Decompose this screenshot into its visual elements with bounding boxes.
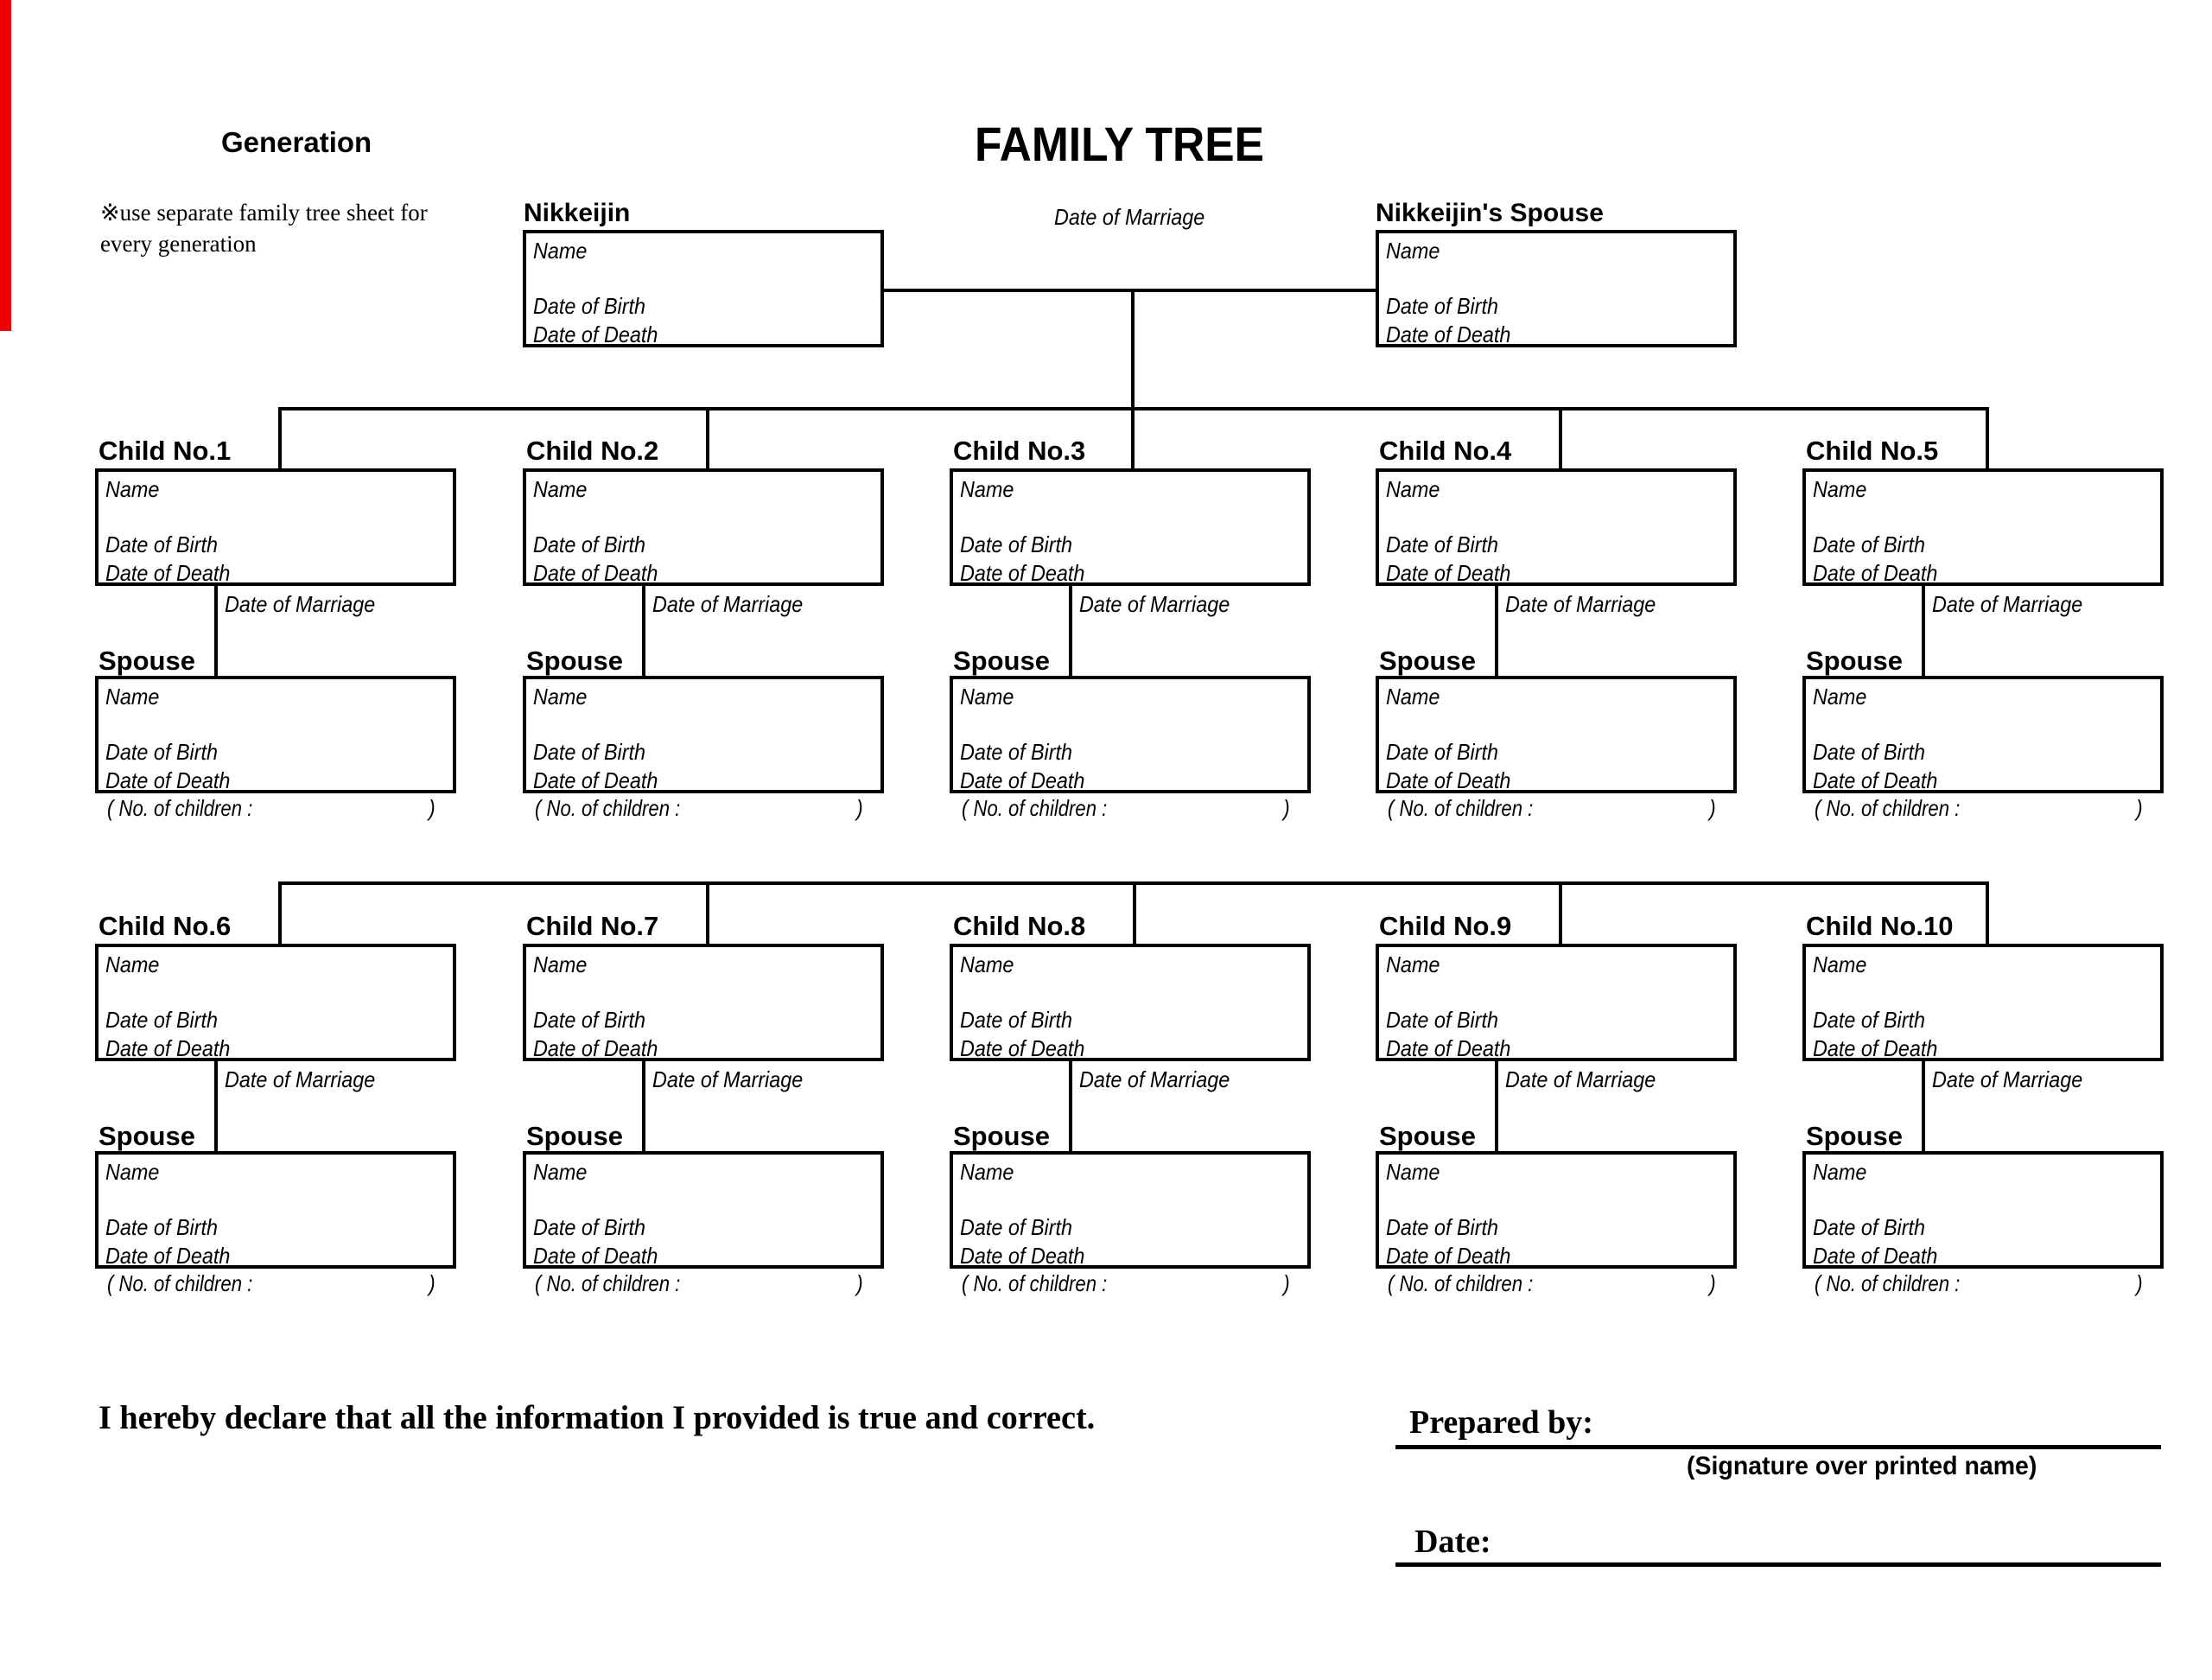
birth-field-label: Date of Birth xyxy=(1813,1214,1926,1240)
child-info-box xyxy=(1802,944,2164,1061)
child-label: Child No.3 xyxy=(953,436,1086,466)
generation-note xyxy=(100,197,428,259)
date-of-marriage-label: Date of Marriage xyxy=(652,1066,804,1092)
birth-field-label: Date of Birth xyxy=(1386,1007,1499,1033)
marriage-connector-line xyxy=(1495,1061,1498,1151)
children-count-open: ( No. of children : xyxy=(962,795,1108,821)
death-field-label: Date of Death xyxy=(533,321,658,347)
name-field-label: Name xyxy=(105,476,160,502)
name-field-label: Name xyxy=(1386,951,1440,977)
birth-field-label: Date of Birth xyxy=(533,739,646,765)
sibling-stub-line xyxy=(1133,881,1136,944)
name-field-label: Name xyxy=(1813,476,1867,502)
marriage-connector-line xyxy=(642,1061,645,1151)
children-count-close: ) xyxy=(2136,795,2143,821)
generation-note-line2: every generation xyxy=(100,231,257,257)
marriage-connector-line xyxy=(1069,1061,1072,1151)
prepared-by-label: Prepared by: xyxy=(1409,1404,1593,1441)
child-info-box xyxy=(950,944,1311,1061)
name-field-label: Name xyxy=(533,684,588,710)
birth-field-label: Date of Birth xyxy=(1386,1214,1499,1240)
death-field-label: Date of Death xyxy=(105,1035,231,1061)
date-of-marriage-label: Date of Marriage xyxy=(1505,1066,1656,1092)
death-field-label: Date of Death xyxy=(1386,1035,1511,1061)
spouse-label: Spouse xyxy=(1379,646,1476,676)
child-info-box xyxy=(95,944,456,1061)
sibling-stub-line xyxy=(1986,407,1989,468)
children-count-close: ) xyxy=(1709,1270,1716,1296)
marriage-connector-line xyxy=(1922,586,1925,676)
name-field-label: Name xyxy=(1813,684,1867,710)
children-count-open: ( No. of children : xyxy=(1388,795,1534,821)
child-cell xyxy=(95,436,456,831)
child-label: Child No.6 xyxy=(99,911,232,941)
name-field-label: Name xyxy=(105,1159,160,1185)
red-marker-bar xyxy=(0,0,11,331)
child-label: Child No.9 xyxy=(1379,911,1512,941)
children-count-close: ) xyxy=(1283,1270,1290,1296)
date-line xyxy=(1395,1562,2161,1567)
child-cell xyxy=(950,436,1311,831)
signature-line xyxy=(1395,1445,2161,1449)
parent-descent-line xyxy=(1131,289,1135,468)
spouse-label: Spouse xyxy=(526,646,623,676)
spouse-info-box xyxy=(523,1151,884,1269)
death-field-label: Date of Death xyxy=(533,1243,658,1269)
death-field-label: Date of Death xyxy=(960,1035,1085,1061)
death-field-label: Date of Death xyxy=(1813,1035,1938,1061)
birth-field-label: Date of Birth xyxy=(533,1214,646,1240)
sibling-stub-line xyxy=(1559,881,1562,944)
signature-note: (Signature over printed name) xyxy=(1687,1452,2037,1480)
children-count-note xyxy=(950,795,1311,822)
children-count-close: ) xyxy=(856,1270,863,1296)
date-of-marriage-label: Date of Marriage xyxy=(225,1066,376,1092)
death-field-label: Date of Death xyxy=(1386,560,1511,586)
birth-field-label: Date of Birth xyxy=(960,1007,1073,1033)
child-cell xyxy=(1802,436,2164,831)
birth-field-label: Date of Birth xyxy=(105,739,219,765)
children-count-open: ( No. of children : xyxy=(535,795,681,821)
children-count-open: ( No. of children : xyxy=(107,1270,253,1296)
name-field-label: Name xyxy=(1386,476,1440,502)
children-count-open: ( No. of children : xyxy=(1388,1270,1534,1296)
name-field-label: Name xyxy=(533,476,588,502)
death-field-label: Date of Death xyxy=(533,767,658,793)
name-field-label: Name xyxy=(1386,238,1440,264)
birth-field-label: Date of Birth xyxy=(1386,293,1499,319)
sibling-stub-line xyxy=(706,407,709,468)
parent-marriage-line xyxy=(884,289,1376,292)
children-count-close: ) xyxy=(2136,1270,2143,1296)
spouse-info-box xyxy=(1802,1151,2164,1269)
child-info-box xyxy=(950,468,1311,586)
marriage-connector-line xyxy=(1495,586,1498,676)
spouse-label: Spouse xyxy=(99,1121,195,1151)
child-cell xyxy=(950,911,1311,1307)
children-count-close: ) xyxy=(856,795,863,821)
name-field-label: Name xyxy=(105,684,160,710)
child-label: Child No.10 xyxy=(1806,911,1954,941)
sibling-stub-line xyxy=(706,881,709,944)
date-of-marriage-label: Date of Marriage xyxy=(1079,591,1230,617)
spouse-label: Spouse xyxy=(953,1121,1050,1151)
child-label: Child No.7 xyxy=(526,911,659,941)
generation-note-line1: ※use separate family tree sheet for xyxy=(100,200,428,226)
name-field-label: Name xyxy=(1813,1159,1867,1185)
child-cell xyxy=(523,436,884,831)
date-of-marriage-label: Date of Marriage xyxy=(1932,1066,2083,1092)
child-info-box xyxy=(523,944,884,1061)
nikkeijin-spouse-title: Nikkeijin's Spouse xyxy=(1376,199,1604,227)
spouse-info-box xyxy=(1376,676,1737,793)
spouse-info-box xyxy=(95,676,456,793)
nikkeijin-spouse-info-box xyxy=(1376,230,1737,347)
death-field-label: Date of Death xyxy=(1813,767,1938,793)
death-field-label: Date of Death xyxy=(105,1243,231,1269)
name-field-label: Name xyxy=(960,476,1014,502)
marriage-connector-line xyxy=(1922,1061,1925,1151)
nikkeijin-info-box xyxy=(523,230,884,347)
children-count-note xyxy=(1802,795,2164,822)
child-label: Child No.8 xyxy=(953,911,1086,941)
spouse-info-box xyxy=(1376,1151,1737,1269)
birth-field-label: Date of Birth xyxy=(960,739,1073,765)
death-field-label: Date of Death xyxy=(1813,1243,1938,1269)
death-field-label: Date of Death xyxy=(1386,1243,1511,1269)
spouse-info-box xyxy=(950,676,1311,793)
birth-field-label: Date of Birth xyxy=(105,1214,219,1240)
birth-field-label: Date of Birth xyxy=(1813,739,1926,765)
spouse-info-box xyxy=(1802,676,2164,793)
spouse-info-box xyxy=(950,1151,1311,1269)
children-count-close: ) xyxy=(429,1270,435,1296)
birth-field-label: Date of Birth xyxy=(533,293,646,319)
child-label: Child No.4 xyxy=(1379,436,1512,466)
declaration-text: I hereby declare that all the information I provided is true and correct. xyxy=(99,1399,1096,1436)
marriage-connector-line xyxy=(1069,586,1072,676)
birth-field-label: Date of Birth xyxy=(105,531,219,557)
children-count-open: ( No. of children : xyxy=(107,795,253,821)
child-info-box xyxy=(523,468,884,586)
children-count-open: ( No. of children : xyxy=(535,1270,681,1296)
date-of-marriage-label: Date of Marriage xyxy=(1505,591,1656,617)
date-of-marriage-label: Date of Marriage xyxy=(1932,591,2083,617)
death-field-label: Date of Death xyxy=(1386,321,1511,347)
marriage-connector-line xyxy=(642,586,645,676)
birth-field-label: Date of Birth xyxy=(1386,739,1499,765)
name-field-label: Name xyxy=(533,1159,588,1185)
birth-field-label: Date of Birth xyxy=(533,531,646,557)
spouse-label: Spouse xyxy=(953,646,1050,676)
spouse-label: Spouse xyxy=(526,1121,623,1151)
child-label: Child No.1 xyxy=(99,436,232,466)
child-info-box xyxy=(1376,468,1737,586)
child-label: Child No.2 xyxy=(526,436,659,466)
birth-field-label: Date of Birth xyxy=(533,1007,646,1033)
name-field-label: Name xyxy=(960,951,1014,977)
date-of-marriage-label: Date of Marriage xyxy=(1079,1066,1230,1092)
child-cell xyxy=(1376,911,1737,1307)
child-cell xyxy=(523,911,884,1307)
date-of-marriage-label: Date of Marriage xyxy=(652,591,804,617)
death-field-label: Date of Death xyxy=(1386,767,1511,793)
name-field-label: Name xyxy=(1386,684,1440,710)
date-of-marriage-label: Date of Marriage xyxy=(225,591,376,617)
page-title: FAMILY TREE xyxy=(975,117,1264,171)
spouse-label: Spouse xyxy=(99,646,195,676)
generation-label: Generation xyxy=(221,126,372,158)
name-field-label: Name xyxy=(533,951,588,977)
death-field-label: Date of Death xyxy=(105,767,231,793)
children-count-note xyxy=(95,795,456,822)
death-field-label: Date of Death xyxy=(105,560,231,586)
child-info-box xyxy=(1802,468,2164,586)
nikkeijin-title: Nikkeijin xyxy=(524,199,631,227)
birth-field-label: Date of Birth xyxy=(1813,531,1926,557)
spouse-label: Spouse xyxy=(1379,1121,1476,1151)
children-count-close: ) xyxy=(1709,795,1716,821)
marriage-connector-line xyxy=(214,1061,218,1151)
spouse-info-box xyxy=(95,1151,456,1269)
name-field-label: Name xyxy=(105,951,160,977)
children-count-open: ( No. of children : xyxy=(1815,795,1961,821)
birth-field-label: Date of Birth xyxy=(1386,531,1499,557)
birth-field-label: Date of Birth xyxy=(105,1007,219,1033)
children-count-note xyxy=(523,795,884,822)
sibling-stub-line xyxy=(278,881,282,944)
child-label: Child No.5 xyxy=(1806,436,1939,466)
sibling-stub-line xyxy=(1559,407,1562,468)
children-count-note xyxy=(1802,1270,2164,1297)
birth-field-label: Date of Birth xyxy=(960,1214,1073,1240)
sibling-stub-line xyxy=(278,407,282,468)
death-field-label: Date of Death xyxy=(533,560,658,586)
child-cell xyxy=(1802,911,2164,1307)
name-field-label: Name xyxy=(960,1159,1014,1185)
children-count-open: ( No. of children : xyxy=(1815,1270,1961,1296)
child-info-box xyxy=(95,468,456,586)
children-count-close: ) xyxy=(1283,795,1290,821)
children-count-note xyxy=(950,1270,1311,1297)
name-field-label: Name xyxy=(533,238,588,264)
parents-date-of-marriage-label: Date of Marriage xyxy=(1054,204,1205,230)
date-label: Date: xyxy=(1414,1524,1491,1560)
spouse-label: Spouse xyxy=(1806,1121,1903,1151)
marriage-connector-line xyxy=(214,586,218,676)
name-field-label: Name xyxy=(960,684,1014,710)
child-cell xyxy=(1376,436,1737,831)
children-count-note xyxy=(523,1270,884,1297)
sibling-rail-line xyxy=(278,407,1989,410)
children-count-note xyxy=(95,1270,456,1297)
death-field-label: Date of Death xyxy=(533,1035,658,1061)
child-info-box xyxy=(1376,944,1737,1061)
children-count-close: ) xyxy=(429,795,435,821)
death-field-label: Date of Death xyxy=(960,767,1085,793)
spouse-label: Spouse xyxy=(1806,646,1903,676)
children-count-note xyxy=(1376,795,1737,822)
death-field-label: Date of Death xyxy=(1813,560,1938,586)
death-field-label: Date of Death xyxy=(960,1243,1085,1269)
children-count-open: ( No. of children : xyxy=(962,1270,1108,1296)
spouse-info-box xyxy=(523,676,884,793)
name-field-label: Name xyxy=(1386,1159,1440,1185)
death-field-label: Date of Death xyxy=(960,560,1085,586)
birth-field-label: Date of Birth xyxy=(1813,1007,1926,1033)
birth-field-label: Date of Birth xyxy=(960,531,1073,557)
name-field-label: Name xyxy=(1813,951,1867,977)
child-cell xyxy=(95,911,456,1307)
children-count-note xyxy=(1376,1270,1737,1297)
sibling-stub-line xyxy=(1986,881,1989,944)
